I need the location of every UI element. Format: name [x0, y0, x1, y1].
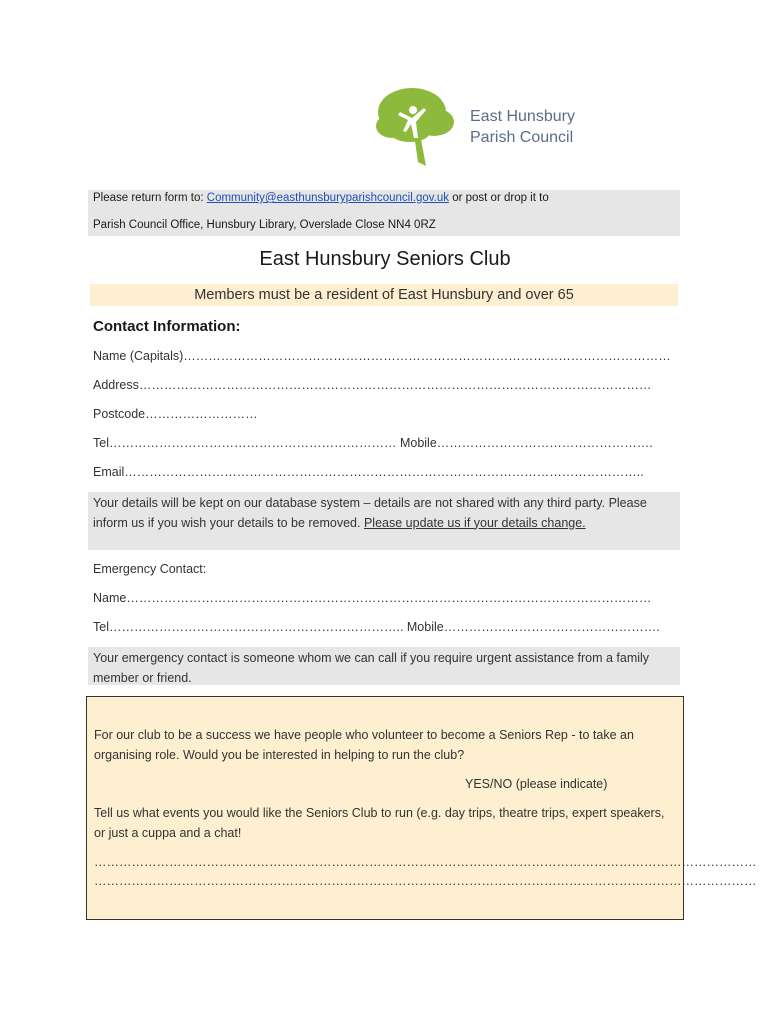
logo-text — [470, 106, 575, 148]
address-field[interactable]: Address…………………………………………………………………………………………………………… — [93, 378, 652, 392]
emergency-tel-mobile-field[interactable]: Tel…………………………………………………………….. Mobile……………………………………………. — [93, 620, 660, 634]
name-field[interactable]: Name (Capitals)……………………………………………………………………………………………………… — [93, 349, 671, 363]
privacy-note — [88, 492, 680, 550]
page-title: East Hunsbury Seniors Club — [259, 248, 511, 270]
council-email-link[interactable]: Community@easthunsburyparishcouncil.gov.uk — [206, 192, 449, 204]
volunteer-section — [86, 696, 757, 920]
contact-heading: Contact Information: — [93, 318, 241, 335]
events-answer-line-1[interactable]: …………………………………………………………………………………………………………………………………………… — [94, 855, 757, 869]
logo-line-1: East Hunsbury — [470, 108, 575, 125]
update-details-link[interactable]: Please update us if your details change. — [363, 515, 586, 530]
members-note: Members must be a resident of East Hunsbury and over 65 — [90, 284, 678, 306]
events-answer-line-2[interactable]: …………………………………………………………………………………………………………………………………………… — [94, 874, 757, 888]
emergency-note: Your emergency contact is someone whom we can call if you require urgent assistance from a family member or friend. — [88, 647, 680, 685]
tree-with-figure-icon — [370, 82, 470, 168]
volunteer-question: For our club to be a success we have people who volunteer to become a Seniors Rep - to take an organising role. Would you be interested in helping to run the club? — [94, 728, 634, 762]
yes-no-field[interactable]: YES/NO (please indicate) — [465, 777, 608, 791]
return-address: Parish Council Office, Hunsbury Library, Overslade Close NN4 0RZ — [93, 219, 436, 231]
events-question: Tell us what events you would like the Seniors Club to run (e.g. day trips, theatre trips, expert speakers, or just a cuppa and a chat! — [94, 806, 665, 840]
emergency-name-field[interactable]: Name……………………………………………………………………………………………………………… — [93, 591, 652, 605]
return-instructions — [88, 190, 680, 236]
return-suffix: or post or drop it to — [449, 192, 549, 204]
privacy-text: Your details will be kept on our database system – details are not shared with any third party. Please inform us if you wish your details to be removed. — [93, 496, 647, 530]
return-prefix: Please return form to: — [93, 192, 207, 204]
postcode-field[interactable]: Postcode……………………… — [93, 407, 258, 421]
logo-line-2: Parish Council — [470, 129, 574, 146]
email-field[interactable]: Email…………………………………………………………………………………………………………….. — [93, 465, 644, 479]
return-line-1 — [93, 192, 549, 204]
tel-mobile-field[interactable]: Tel…………………………………………………………… Mobile……………………………………………. — [93, 436, 653, 450]
emergency-heading: Emergency Contact: — [93, 562, 207, 576]
